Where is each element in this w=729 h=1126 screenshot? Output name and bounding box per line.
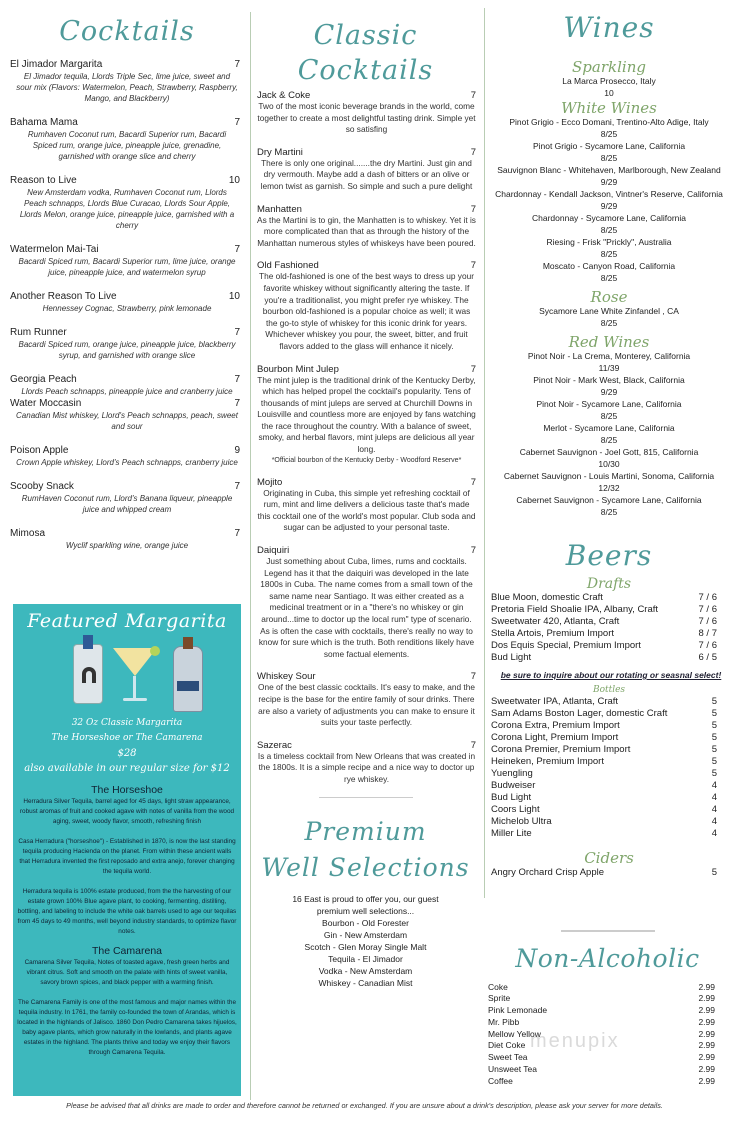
beer-row: Michelob Ultra 4 xyxy=(491,816,717,827)
wines-beers-section xyxy=(484,8,729,898)
beer-row: Heineken, Premium Import 5 xyxy=(491,756,717,767)
item-price: 7 xyxy=(470,671,476,683)
item-name: Watermelon Mai-Tai xyxy=(10,244,99,255)
item-name: Manhatten xyxy=(257,203,302,215)
wine-price: 8/25 xyxy=(600,435,618,445)
premium-item: Tequila - El Jimador xyxy=(328,954,403,965)
item-price: 7 xyxy=(234,244,240,255)
menu-item xyxy=(257,545,476,660)
item-name: Georgia Peach xyxy=(10,374,77,385)
item-description: Wyclif sparkling wine, orange juice xyxy=(65,541,189,550)
item-description: There is only one original.......the dry Martini. Just gin and dry vermouth. Maybe add a dash of bitters or an olive or lemon twist as garnish. So simple and such a pure delight xyxy=(260,157,473,191)
item-description: RumHaven Coconut rum, Llord's Banana liqueur, pineapple juice and whipped cream xyxy=(21,494,233,514)
horseshoe-production: Herradura tequila is 100% estate produced, from the the harvesting of our estate grown 100% Blue agave plant, to cooking, fermenting, distilling, bottling, and labeling to include the white oak barrels used to age our tequilas from 45 days to 49 months, well beyond industry standards, to optimize flavor notes. xyxy=(17,888,237,935)
item-price: 10 xyxy=(228,175,240,186)
premium-intro: 16 East is proud to offer you, our guest xyxy=(292,894,439,905)
cocktails-title: Cocktails xyxy=(59,16,195,47)
item-name: Mojito xyxy=(257,476,283,488)
item-description: Bacardi Spiced rum, Bacardi Superior rum, lime juice, orange juice, pineapple juice, and watermelon syrup xyxy=(18,257,236,277)
wine-name: Cabernet Sauvignon - Louis Martini, Sonoma, California xyxy=(503,471,715,481)
camarena-desc: Camarena Silver Tequila, Notes of toasted agave, fresh green herbs and vibrant citrus. Soft and smooth on the palate with hints of sweet vanilla, savory brown spices, and black pepper with a warming finish. xyxy=(24,959,230,986)
red-wines-heading: Red Wines xyxy=(568,333,650,351)
featured-price: $28 xyxy=(117,748,137,759)
wine-price: 10 xyxy=(604,88,614,98)
menu-item xyxy=(257,671,476,728)
item-price: 7 xyxy=(470,363,476,375)
menu-item xyxy=(10,327,244,361)
drink-row: Unsweet Tea 2.99 xyxy=(488,1064,715,1075)
wine-price: 8/25 xyxy=(600,507,618,517)
item-price: 7 xyxy=(234,481,240,492)
wine-price: 8/25 xyxy=(600,249,618,259)
premium-well-list xyxy=(251,893,480,989)
bottles-list xyxy=(489,696,729,840)
item-name: Water Moccasin xyxy=(10,398,82,409)
horseshoe-heading: The Horseshoe xyxy=(91,784,163,796)
wine-name: La Marca Prosecco, Italy xyxy=(562,76,656,86)
horseshoe-desc: Herradura Silver Tequila, barrel aged for 45 days, light straw appearance, robust aromas of fruit and cooked agave with notes of vanilla from the wood aging, sweet, woody flavor, smooth, refreshing finish xyxy=(19,798,235,825)
classic-cocktails-list xyxy=(251,90,480,786)
premium-item: Gin - New Amsterdam xyxy=(323,930,408,941)
beer-row: Yuengling 5 xyxy=(491,768,717,779)
menu-item xyxy=(257,147,476,193)
divider xyxy=(319,797,413,799)
wine-name: Pinot Grigio - Ecco Domani, Trentino-Alto Adige, Italy xyxy=(509,117,709,127)
item-price: 7 xyxy=(234,59,240,70)
item-price: 7 xyxy=(234,528,240,539)
item-description: Crown Apple whiskey, Llord's Peach schnapps, cranberry juice xyxy=(16,458,238,467)
wine-name: Pinot Noir - Mark West, Black, California xyxy=(533,375,685,385)
non-alcoholic-section xyxy=(486,930,729,1088)
item-price: 7 xyxy=(470,90,476,101)
menu-item xyxy=(10,528,244,551)
item-price: 7 xyxy=(470,203,476,215)
menu-item xyxy=(10,374,244,397)
item-price: 7 xyxy=(234,327,240,338)
item-description: Bacardi Spiced rum, orange juice, pineapple juice, blackberry syrup, and garnished with orange slice xyxy=(18,340,236,360)
item-price: 7 xyxy=(234,398,240,409)
camarena-history: The Camarena Family is one of the most famous and major names within the tequila industry. In 1761, the family co-founded the town of Arandas, which is located in the highlands of Jalisco. 1860 Don Pedro Camarena takes hijuelos, baby agave plants, which grow naturally in the lowlands, and plants agave estates in the highland. The plants thrive and today we enjoy their flavors through Camarena Tequila. xyxy=(17,999,237,1056)
item-price: 10 xyxy=(228,291,240,302)
item-description: One of the best classic cocktails. It's easy to make, and the recipe is the base for the entire family of sour drinks. There are also a variety of adjustments you can make to ensure it suits your taste perfectly. xyxy=(258,682,475,728)
horseshoe-bottle-icon xyxy=(73,644,103,704)
cocktails-list xyxy=(10,59,244,551)
wine-name: Cabernet Sauvignon - Joel Gott, 815, California xyxy=(519,447,699,457)
premium-item: Vodka - New Amsterdam xyxy=(318,966,413,977)
item-name: Old Fashioned xyxy=(257,260,319,272)
menu-item xyxy=(257,90,476,136)
drink-row: Mellow Yellow 2.99 xyxy=(488,1028,715,1039)
item-description: The old-fashioned is one of the best ways to dress up your favorite whiskey without significantly altering the taste. If you're a traditionalist, you might prefer rye whiskey. The bourbon old-fashioned is a popular choice as well; it was the go-to style of whiskey for this iconic drink for years. Whichever whiskey you pour, the sweet, bitter, and fruit flavors added to the glass will enhance it nicely. xyxy=(259,271,474,351)
classic-cocktails-section xyxy=(250,12,480,1100)
item-name: Scooby Snack xyxy=(10,481,74,492)
drink-row: Coffee 2.99 xyxy=(488,1075,715,1086)
camarena-bottle-icon xyxy=(173,646,203,712)
item-description: The mint julep is the traditional drink of the Kentucky Derby, which has helped propel the cocktail's popularity. Tens of thousands of mint juleps are served at Churchill Downs in Louisville and countless more are enjoyed by fans watching the race throughout the country. With a balance of sweet, smoky, and herbal flavors, mint juleps are delicious all year long. xyxy=(257,374,476,455)
item-price: 7 xyxy=(470,545,476,557)
beer-row: Budweiser 4 xyxy=(491,780,717,791)
wine-name: Riesing - Frisk "Prickly", Australia xyxy=(546,237,672,247)
wine-name: Chardonnay - Kendall Jackson, Vintner's Reserve, California xyxy=(495,189,723,199)
featured-title: Featured Margarita xyxy=(27,610,227,632)
beer-row: Bud Light 6 / 5 xyxy=(491,652,717,663)
bottles-heading: Bottles xyxy=(592,685,626,695)
menu-item xyxy=(10,244,244,278)
wine-price: 8/25 xyxy=(600,225,618,235)
wine-price: 12/32 xyxy=(598,483,620,493)
item-price: 7 xyxy=(470,476,476,488)
rose-heading: Rose xyxy=(590,288,628,306)
wine-name: Pinot Grigio - Sycamore Lane, California xyxy=(532,141,686,151)
beer-row: Bud Light 4 xyxy=(491,792,717,803)
beers-title: Beers xyxy=(565,539,653,572)
beer-row: Corona Extra, Premium Import 5 xyxy=(491,720,717,731)
item-name: Sazerac xyxy=(257,739,292,751)
premium-item: Bourbon - Old Forester xyxy=(322,918,409,929)
drink-row: Pink Lemonade 2.99 xyxy=(488,1005,715,1016)
drink-row: Sprite 2.99 xyxy=(488,993,715,1004)
menu-item xyxy=(10,291,244,314)
wine-price: 11/39 xyxy=(598,363,620,373)
bottles-illustration xyxy=(13,636,241,716)
wine-name: Pinot Noir - La Crema, Monterey, California xyxy=(527,351,691,361)
wine-price: 8/25 xyxy=(600,273,618,283)
beer-row: Blue Moon, domestic Craft 7 / 6 xyxy=(491,592,717,603)
wine-price: 8/25 xyxy=(600,129,618,139)
item-name: El Jimador Margarita xyxy=(10,59,103,70)
menu-item xyxy=(10,445,244,468)
premium-well-title: Premium Well Selections xyxy=(261,817,470,883)
seasonal-inquiry-note: be sure to inquire about our rotating or seasnal select! xyxy=(500,670,722,680)
item-description: As the Martini is to gin, the Manhatten is to whiskey. Yet it is more complicated than that as through the history of the Manhattan numerous styles of whiskeys have been poured. xyxy=(257,214,476,248)
item-price: 7 xyxy=(470,260,476,272)
beer-row: Coors Light 4 xyxy=(491,804,717,815)
wines-title: Wines xyxy=(563,11,655,44)
item-description: New Amsterdam vodka, Rumhaven Coconut rum, Llords Peach schnapps, Llords Blue Curacao, Llords Sour Apple, Llords Melon, orange juice, pineapple juice, garnished with a cherry xyxy=(19,188,235,230)
menu-item xyxy=(257,204,476,250)
beer-row: Pretoria Field Shoalie IPA, Albany, Craft 7 / 6 xyxy=(491,604,717,615)
wine-name: Cabernet Sauvignon - Sycamore Lane, California xyxy=(516,495,702,505)
cocktails-section xyxy=(10,0,244,564)
featured-regular-size: also available in our regular size for $12 xyxy=(24,763,230,774)
item-price: 7 xyxy=(234,117,240,128)
menu-item xyxy=(10,117,244,162)
menu-item xyxy=(257,740,476,786)
wine-price: 9/29 xyxy=(600,387,618,397)
watermark: menupix xyxy=(530,1030,620,1052)
menu-item xyxy=(10,481,244,515)
item-description: Llords Peach schnapps, pineapple juice and cranberry juice xyxy=(21,387,233,396)
menu-item xyxy=(257,477,476,534)
camarena-heading: The Camarena xyxy=(91,945,163,957)
item-name: Daiquiri xyxy=(257,545,290,557)
wine-name: Sycamore Lane White Zinfandel , CA xyxy=(539,306,679,316)
drafts-heading: Drafts xyxy=(586,576,632,592)
beer-row: Corona Premier, Premium Import 5 xyxy=(491,744,717,755)
item-price: 7 xyxy=(234,374,240,385)
item-description: Originating in Cuba, this simple yet refreshing cocktail of rum, mint and lime delivers a delicious taste that's made this cocktail one of the world's most popular. Club soda and sugar can be adjusted to your personal taste. xyxy=(257,487,476,533)
item-price: 7 xyxy=(470,739,476,751)
featured-margarita-box xyxy=(13,604,241,1096)
wine-name: Chardonnay - Sycamore Lane, California xyxy=(531,213,687,223)
wine-price: 8/25 xyxy=(600,153,618,163)
beer-row: Sweetwater 420, Atlanta, Craft 7 / 6 xyxy=(491,616,717,627)
item-name: Another Reason To Live xyxy=(10,291,117,302)
drink-row: Coke 2.99 xyxy=(488,981,715,992)
beer-row: Sam Adams Boston Lager, domestic Craft 5 xyxy=(491,708,717,719)
white-wines-heading: White Wines xyxy=(561,99,657,117)
beer-row: Stella Artois, Premium Import 8 / 7 xyxy=(491,628,717,639)
item-price: 7 xyxy=(470,146,476,158)
beer-row: Miller Lite 4 xyxy=(491,828,717,839)
menu-item xyxy=(10,398,244,432)
item-name: Mimosa xyxy=(10,528,46,539)
sparkling-heading: Sparkling xyxy=(572,58,646,76)
item-price: 9 xyxy=(234,445,240,456)
cider-row: Angry Orchard Crisp Apple 5 xyxy=(491,867,717,878)
wine-name: Merlot - Sycamore Lane, California xyxy=(543,423,675,433)
wine-price: 10/30 xyxy=(598,459,620,469)
non-alcoholic-title: Non-Alcoholic xyxy=(515,943,700,973)
menu-item xyxy=(10,175,244,231)
item-description: Canadian Mist whiskey, Llord's Peach schnapps, peach, sweet and sour xyxy=(16,411,238,431)
drafts-list xyxy=(489,592,729,664)
menu-item xyxy=(257,364,476,466)
premium-intro: premium well selections... xyxy=(316,906,415,917)
drink-row: Mr. Pibb 2.99 xyxy=(488,1016,715,1027)
item-name: Bahama Mama xyxy=(10,117,78,128)
item-description: Is a timeless cocktail from New Orleans that was created in the 1800s. It is a simple recipe and a nice way to doctor up rye whiskey. xyxy=(257,750,476,784)
premium-item: Whiskey - Canadian Mist xyxy=(318,978,413,989)
beer-row: Corona Light, Premium Import 5 xyxy=(491,732,717,743)
menu-item xyxy=(10,59,244,104)
wine-price: 9/29 xyxy=(600,201,618,211)
beer-row: Dos Equis Special, Premium Import 7 / 6 xyxy=(491,640,717,651)
drink-row: Diet Coke 2.99 xyxy=(488,1040,715,1051)
item-description: Two of the most iconic beverage brands in the world, come together to create a most delightful tasting drink. Simple yet so satisfing xyxy=(257,101,476,135)
item-name: Reason to Live xyxy=(10,175,77,186)
lime-wedge-icon xyxy=(150,646,160,656)
featured-options: The Horseshoe or The Camarena xyxy=(51,733,203,743)
item-name: Dry Martini xyxy=(257,146,303,158)
item-description: Rumhaven Coconut rum, Bacardi Superior rum, Bacardi Spiced rum, orange juice, pineapple juice, grenadine, garnished with orange slice and cherry xyxy=(27,130,227,161)
classic-cocktails-title: Classic Cocktails xyxy=(297,20,434,86)
wine-price: 8/25 xyxy=(600,411,618,421)
wine-name: Pinot Noir - Sycamore Lane, California xyxy=(536,399,682,409)
disclaimer-footer: Please be advised that all drinks are made to order and therefore cannot be returned or exchanged. If you are unsure about a drink's description, please ask your server for more details. xyxy=(66,1101,663,1110)
item-name: Poison Apple xyxy=(10,445,69,456)
item-description: Hennessey Cognac, Strawberry, pink lemonade xyxy=(42,304,212,313)
item-note: *Official bourbon of the Kentucky Derby - Woodford Reserve* xyxy=(271,456,462,464)
wine-name: Moscato - Canyon Road, California xyxy=(542,261,676,271)
wine-price: 9/29 xyxy=(600,177,618,187)
beer-row: Sweetwater IPA, Atlanta, Craft 5 xyxy=(491,696,717,707)
ciders-heading: Ciders xyxy=(584,849,634,867)
wine-name: Sauvignon Blanc - Whitehaven, Marlborough, New Zealand xyxy=(497,165,721,175)
item-name: Bourbon Mint Julep xyxy=(257,363,339,375)
item-description: El Jimador tequila, Llords Triple Sec, lime juice, sweet and sour mix (Flavors: Watermelon, Peach, Strawberry, Raspberry, Mango, and Blackberry) xyxy=(16,72,238,103)
divider xyxy=(561,930,655,932)
item-name: Rum Runner xyxy=(10,327,67,338)
menu-item xyxy=(257,260,476,352)
item-name: Whiskey Sour xyxy=(257,671,316,683)
horseshoe-history: Casa Herradura ("horseshoe") - Established in 1870, is now the last standing tequila producing Hacienda on the planet. From within these ancient walls that Herradura invented the first reposado and extra anejo, forever changing the tequila world. xyxy=(18,838,236,875)
featured-size: 32 Oz Classic Margarita xyxy=(71,718,183,728)
wine-price: 8/25 xyxy=(600,318,618,328)
drink-row: Sweet Tea 2.99 xyxy=(488,1052,715,1063)
premium-item: Scotch - Glen Moray Single Malt xyxy=(304,942,427,953)
item-name: Jack & Coke xyxy=(257,90,311,101)
item-description: Just something about Cuba, limes, rums and cocktails. Legend has it that the daiquiri was developed in the late 1800s in Cuba. The name comes from a small town of the same name near Santiago. It was either created as a medicinal treatment or in a "there's no whiskey or gin around...time to doctor up the local rum" type of scenario. As is often the case with cocktails, there's really no way to know for sure which is the truth. Both renditions likely have some factual elements. xyxy=(258,556,475,659)
